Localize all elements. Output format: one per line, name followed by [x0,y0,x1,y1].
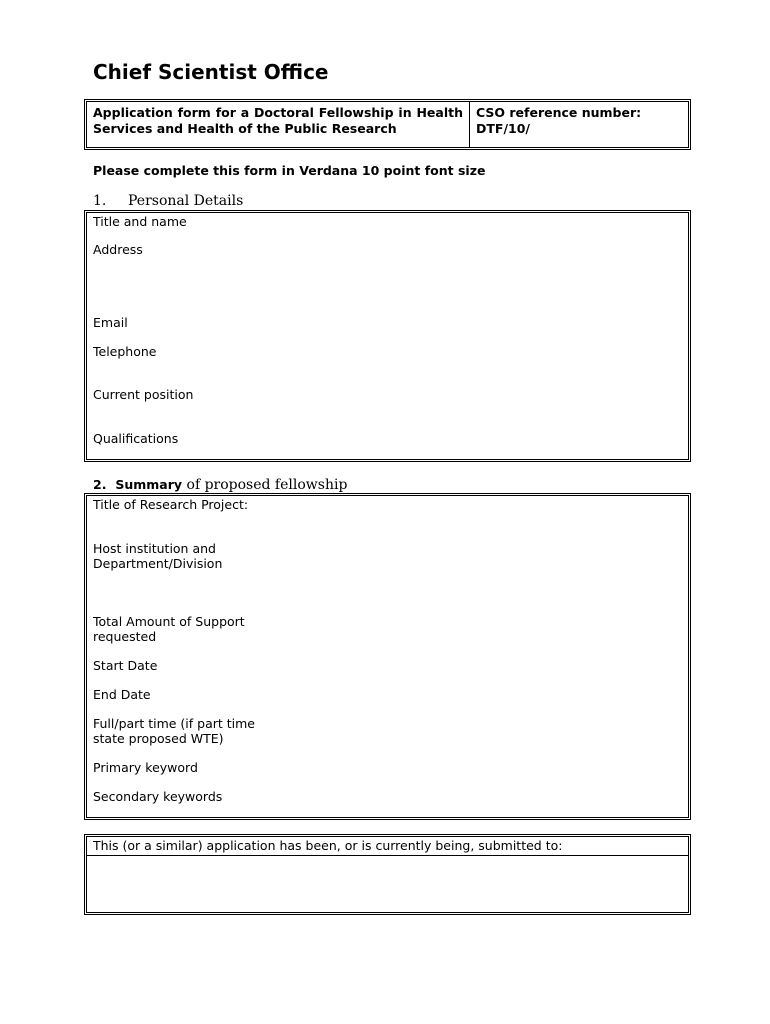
qualifications-field[interactable]: Qualifications [93,431,179,446]
research-title-field[interactable]: Title of Research Project: [93,497,249,512]
summary-box [84,493,691,820]
header-box [84,99,691,150]
instruction-text: Please complete this form in Verdana 10 point font size [93,163,486,178]
telephone-field[interactable]: Telephone [93,344,157,359]
primary-keyword-field[interactable]: Primary keyword [93,760,198,775]
title-and-name-field[interactable]: Title and name [93,214,187,229]
host-institution-field[interactable]: Host institution and [93,541,216,556]
section1-title: Personal Details [128,193,244,209]
support-requested-label: requested [93,629,157,644]
start-date-field[interactable]: Start Date [93,658,158,673]
full-part-time-field[interactable]: Full/part time (if part time [93,716,255,731]
end-date-field[interactable]: End Date [93,687,151,702]
email-field[interactable]: Email [93,315,128,330]
support-amount-field[interactable]: Total Amount of Support [93,614,245,629]
secondary-keywords-field[interactable]: Secondary keywords [93,789,223,804]
reference-value[interactable]: DTF/10/ [476,121,530,136]
section1-number: 1. [93,193,107,209]
form-title: Application form for a Doctoral Fellowship in Health Services and Health of the Public Research [87,102,470,147]
section2-number: 2. [93,477,107,492]
section2-title-rest: of proposed fellowship [182,477,348,493]
wte-label: state proposed WTE) [93,731,224,746]
previous-submission-prompt: This (or a similar) application has been, or is currently being, submitted to: [87,837,688,856]
current-position-field[interactable]: Current position [93,387,194,402]
reference-label: CSO reference number: [476,105,642,120]
section1-heading [93,193,243,209]
section2-title-bold: Summary [115,477,183,492]
section2-heading [93,477,347,493]
page-title: Chief Scientist Office [93,60,329,84]
previous-submission-answer[interactable] [87,856,688,914]
department-field[interactable]: Department/Division [93,556,223,571]
personal-details-box [84,210,691,462]
previous-submission-box [84,834,691,915]
address-field[interactable]: Address [93,242,143,257]
reference-cell [470,102,688,147]
